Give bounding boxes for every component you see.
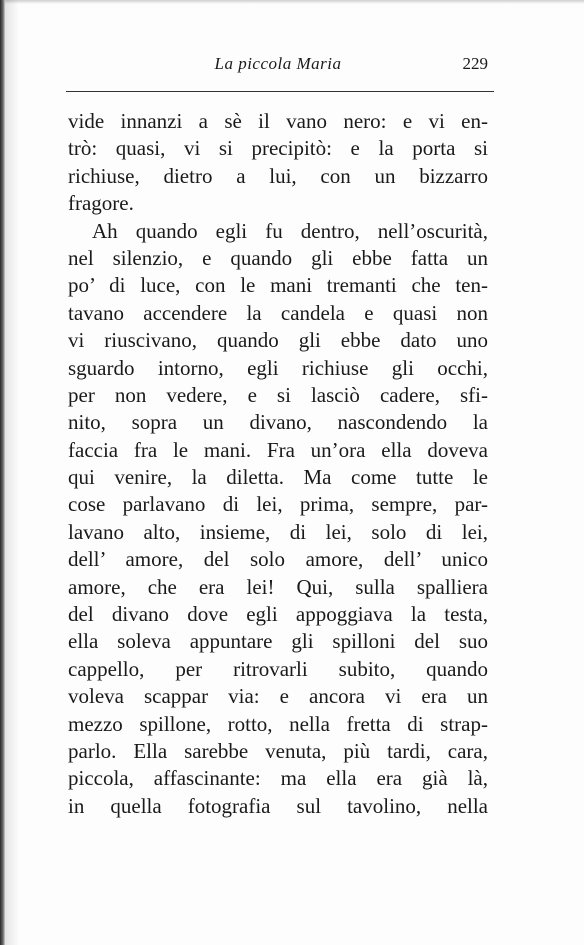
text-line: nel silenzio, e quando gli ebbe fatta un [68,245,488,270]
text-line: vide innanzi a sè il vano nero: e vi en- [68,109,488,133]
text-line: in quella fotografia sul tavolino, nella [68,793,488,818]
text-line: nito, sopra un divano, nascondendo la [68,410,488,435]
text-line: richiuse, dietro a lui, con un bizzarro [68,163,488,188]
text-line: tavano accendere la candela e quasi non [68,300,488,325]
text-line: piccola, affascinante: ma ella era già là, [68,766,488,791]
text-line: faccia fra le mani. Fra un’ora ella doveva [68,437,488,462]
header-rule [66,91,494,92]
text-line: vi riuscivano, quando gli ebbe dato uno [68,328,488,353]
text-line: cappello, per ritrovarli subito, quando [68,656,488,681]
text-line: mezzo spillone, rotto, nella fretta di strap- [68,711,488,736]
text-line: po’ di luce, con le mani tremanti che ten- [68,273,488,298]
text-line: Ah quando egli fu dentro, nell’oscurità, [92,218,488,243]
running-head-title: La piccola Maria [214,54,342,73]
text-line: sguardo intorno, egli richiuse gli occhi, [68,355,488,380]
running-head [66,50,490,80]
text-line: voleva scappar via: e ancora vi era un [68,684,488,709]
text-line: dell’ amore, del solo amore, dell’ unico [68,547,488,572]
text-line: cose parlavano di lei, prima, sempre, par- [68,492,488,517]
text-line: parlo. Ella sarebbe venuta, più tardi, cara, [68,738,488,763]
text-line: lavano alto, insieme, di lei, solo di lei, [68,519,488,544]
text-line: qui venire, la diletta. Ma come tutte le [68,465,488,490]
text-line: ella soleva appuntare gli spilloni del suo [68,629,488,654]
text-line: per non vedere, e si lasciò cadere, sfi- [68,382,488,407]
text-line: trò: quasi, vi si precipitò: e la porta si [68,136,488,161]
text-line: del divano dove egli appoggiava la testa, [68,602,488,627]
body-text [68,108,488,820]
text-line: fragore. [68,191,134,216]
page-number: 229 [462,54,488,73]
page-gutter-shadow [5,0,19,945]
text-line: amore, che era lei! Qui, sulla spalliera [68,574,488,599]
page-top-edge [0,0,584,4]
